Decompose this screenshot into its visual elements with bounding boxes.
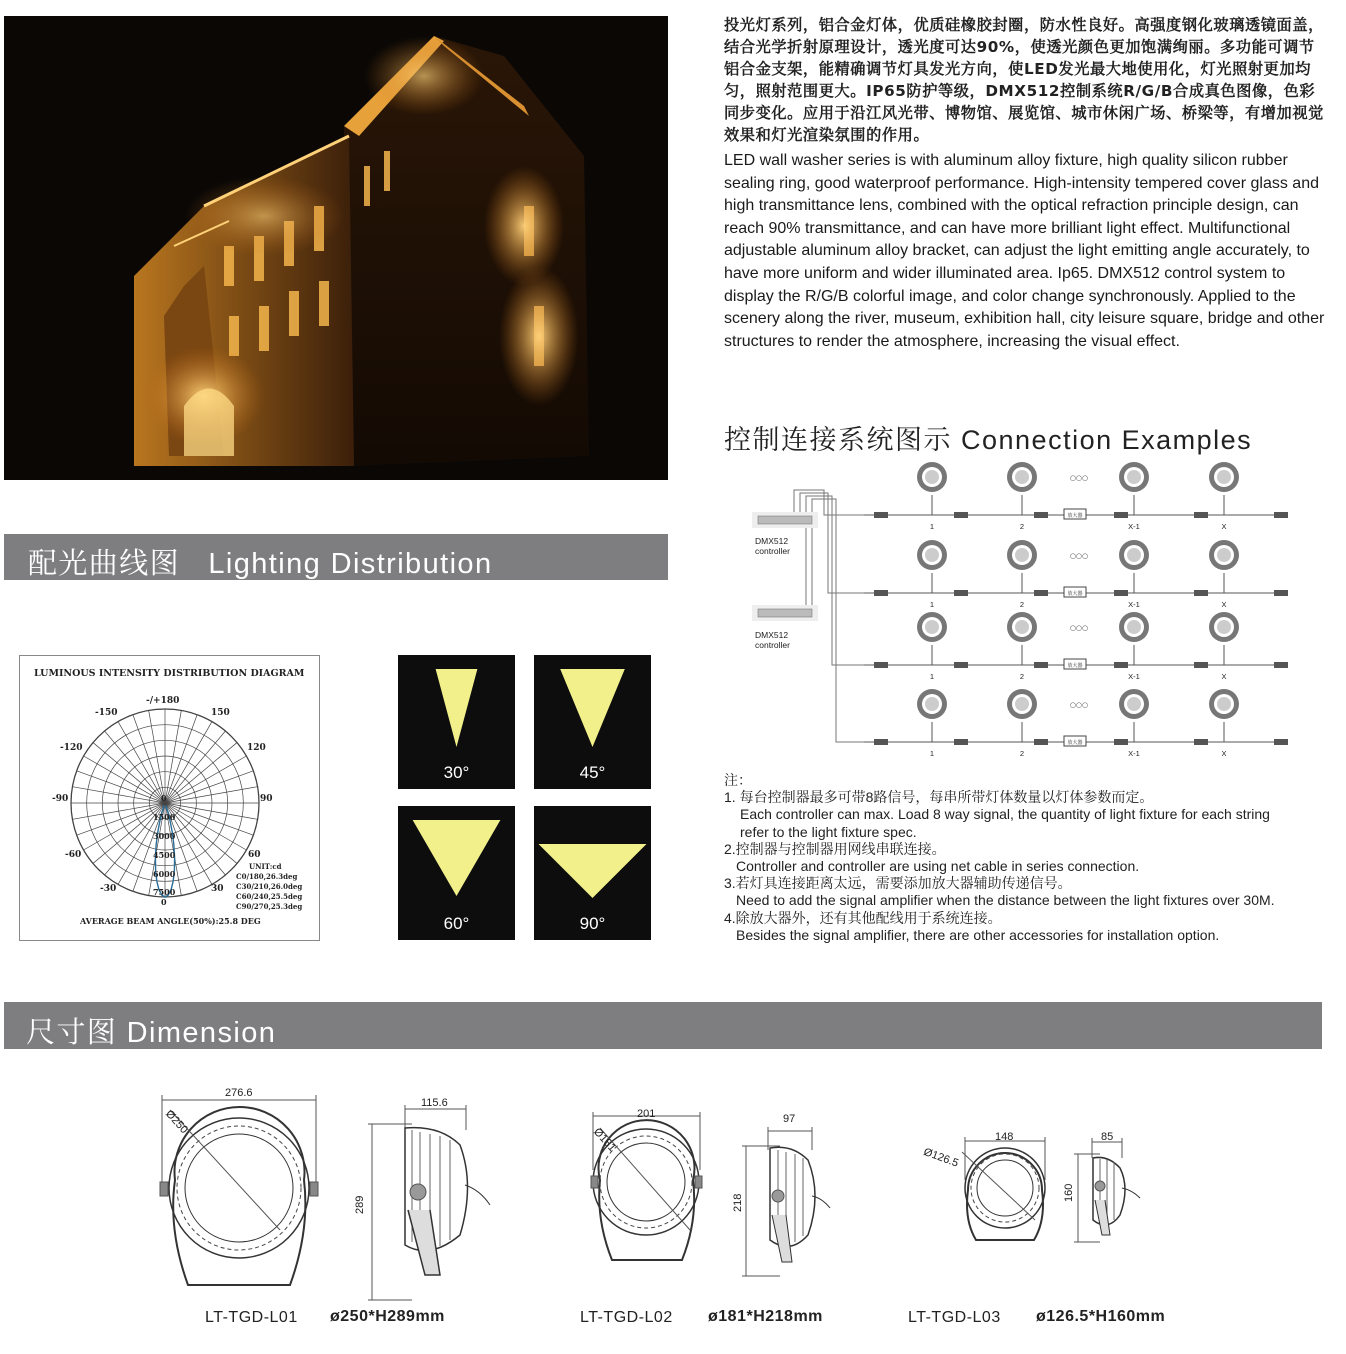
description-chinese: 投光灯系列，铝合金灯体，优质硅橡胶封圈，防水性良好。高强度钢化玻璃透镜面盖，结合光学折射原理设计，透光度可达90%，使透光颜色更加饱满绚丽。多功能可调节铝合金支架，能精确调节灯具发光方向，使LED发光最大地使用化，灯光照射更加均匀，照射范围更大。IP65防护等级，DMX512控制系统R/G/B合成真色图像，色彩同步变化。应用于沿江风光带、博物馆、展览馆、城市休闲广场、桥梁等，有增加视觉效果和灯光渲染氛围的作用。 [724,16,1324,144]
fixture-label: X [1221,522,1227,531]
l01-side-width: 115.6 [421,1097,448,1109]
beam-tile-45 [534,655,651,789]
fixture-label: X [1221,749,1227,758]
l02-side-width: 97 [783,1113,796,1125]
l03-side-view [1074,1138,1140,1242]
dimension-drawings [0,1070,1346,1310]
legend-c30: C30/210,26.0deg [236,882,303,891]
model-l01: LT-TGD-L01 [205,1309,298,1326]
note-line: Need to add the signal amplifier when the distance between the light fixtures over 30M. [736,892,1275,909]
fixture-label: 2 [1019,672,1025,681]
legend-unit: UNIT:cd [249,862,282,871]
l03-diameter: Ø126.5 [921,1146,960,1170]
legend-c60: C60/240,25.5deg [236,892,303,901]
note-line: Controller and controller are using net cable in series connection. [736,858,1140,875]
fixture-label: 1 [929,749,935,758]
beam-30-label: 30° [443,763,470,782]
amplifier-label: 放大器 [1067,513,1083,519]
fixture-label: 2 [1019,522,1025,531]
angle-label-m90: -90 [52,794,69,804]
size-l01: ø250*H289mm [330,1308,445,1325]
radial-label: 6000 [153,869,176,879]
radial-label: 1500 [153,812,176,822]
l02-side-view [742,1127,830,1276]
radial-label: 7500 [153,887,176,897]
model-l02: LT-TGD-L02 [580,1309,673,1326]
polar-title: LUMINOUS INTENSITY DISTRIBUTION DIAGRAM [34,668,305,679]
beam-90-label: 90° [579,914,606,933]
angle-label-0: 0 [161,897,167,907]
note-line: 1. 每台控制器最多可带8路信号，每串所带灯体数量以灯体参数而定。 [724,789,1154,806]
ellipsis-label: ○○○ [1069,552,1089,560]
fixture-label: X-1 [1128,749,1140,758]
average-beam-angle: AVERAGE BEAM ANGLE(50%):25.8 DEG [80,916,261,926]
fixture-label: X [1221,672,1227,681]
legend-c0: C0/180,26.3deg [236,872,298,881]
ellipsis-label: ○○○ [1069,701,1089,709]
building-night-photo [4,16,668,480]
fixture-label: 1 [929,522,935,531]
note-line: 3.若灯具连接距离太远，需要添加放大器辅助传递信号。 [724,875,1072,892]
amplifier-label: 放大器 [1067,663,1083,669]
fixture-label: X-1 [1128,600,1140,609]
connection-svg [724,460,1324,760]
beam-tile-60 [398,806,515,940]
dimension-title: 尺寸图 Dimension [26,1017,277,1049]
luminous-intensity-diagram [19,655,320,941]
connection-examples-title: 控制连接系统图示 Connection Examples [724,425,1253,455]
fixture-label: 1 [929,672,935,681]
fixture-label: X-1 [1128,522,1140,531]
l03-front-width: 148 [995,1131,1014,1143]
note-line: 2.控制器与控制器用网线串联连接。 [724,840,946,857]
angle-label-90: 90 [260,794,273,804]
l03-height: 160 [1063,1183,1075,1202]
controller-1-label: DMX512 controller [755,536,790,556]
dimension-header [4,1002,1322,1049]
note-line: Besides the signal amplifier, there are other accessories for installation option. [736,926,1220,943]
controller-2-label: DMX512 controller [755,630,790,650]
l03-front-view [962,1137,1045,1240]
note-line: 注： [724,772,752,788]
connection-diagram [724,460,1324,760]
l01-front-width: 276.6 [225,1087,253,1099]
angle-label-m60: -60 [65,850,82,860]
model-l03: LT-TGD-L03 [908,1309,1001,1326]
lighting-distribution-title: 配光曲线图 Lighting Distribution [28,548,493,580]
l01-side-view [368,1105,490,1300]
angle-label-30: 30 [211,884,224,894]
angle-label-m120: -120 [60,743,83,753]
beam-tile-30 [398,655,515,789]
note-line: Each controller can max. Load 8 way signal, the quantity of light fixture for each string [740,806,1270,823]
l02-height: 218 [732,1193,744,1212]
l02-diameter: Ø181 [591,1126,619,1155]
radial-label: 0 [161,793,167,803]
ellipsis-label: ○○○ [1069,474,1089,482]
beam-tile-90 [534,806,651,940]
angle-label-m30: -30 [100,884,117,894]
l01-diameter: Ø250 [163,1108,191,1137]
fixture-label: X-1 [1128,672,1140,681]
angle-label-60: 60 [248,850,261,860]
beam-45-label: 45° [579,763,606,782]
angle-label-m150: -150 [95,708,118,718]
radial-label: 3000 [153,831,176,841]
amplifier-label: 放大器 [1067,740,1083,746]
size-l03: ø126.5*H160mm [1036,1308,1166,1325]
l02-front-width: 201 [637,1108,656,1120]
lighting-distribution-header [4,534,668,580]
fixture-label: 2 [1019,600,1025,609]
size-l02: ø181*H218mm [708,1308,823,1325]
fixture-label: X [1221,600,1227,609]
note-line: 4.除放大器外，还有其他配线用于系统连接。 [724,909,1002,926]
l03-side-width: 85 [1101,1131,1114,1143]
amplifier-label: 放大器 [1067,591,1083,597]
fixture-label: 2 [1019,749,1025,758]
fixture-label: 1 [929,600,935,609]
radial-label: 4500 [153,850,176,860]
l01-height: 289 [354,1195,366,1214]
beam-60-label: 60° [443,914,470,933]
angle-label-120: 120 [247,743,266,753]
description-english: LED wall washer series is with aluminum alloy fixture, high quality silicon rubber sealing ring, good waterproof performance. High-intensity tempered cover glass and high transmittance lens, combined with the optical refraction principle design, can reach 90% transmittance, and can have more brilliant light effect. Multifunctional adjustable aluminum alloy bracket, can adjust the light emitting angle accurately, to have more uniform and wider illuminated area. Ip65. DMX512 control system to display the R/G/B colorful image, and color change synchronously. Applied to the scenery along the river, museum, exhibition hall, city leisure square, bridge and other structures to render the atmosphere, increasing the visual effect. [724,152,1325,350]
note-line: refer to the light fixture spec. [740,823,917,840]
ellipsis-label: ○○○ [1069,624,1089,632]
angle-label-150: 150 [211,708,230,718]
legend-c90: C90/270,25.3deg [236,902,303,911]
installation-notes [724,772,1324,944]
angle-label-180: -/+180 [146,696,180,706]
